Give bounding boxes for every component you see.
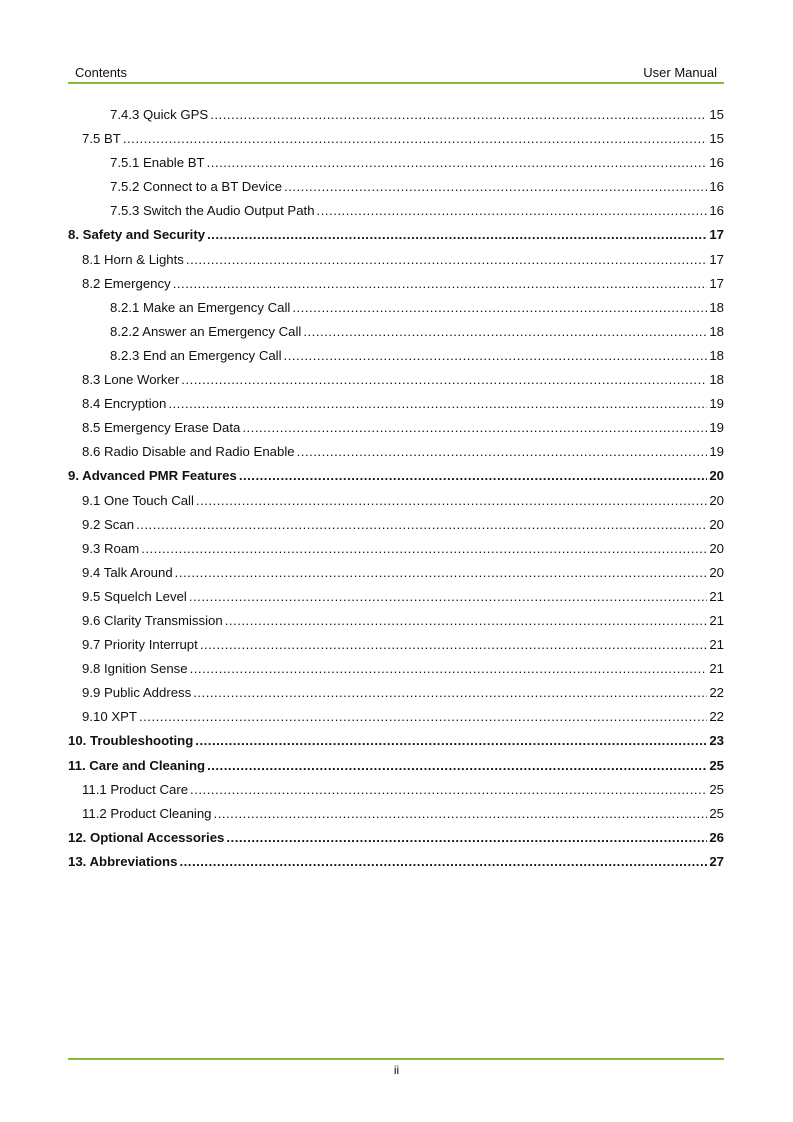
toc-entry-page: 20 [709, 564, 724, 580]
toc-entry[interactable] [68, 513, 724, 537]
toc-dot-leader [189, 585, 707, 609]
toc-entry-title: 9.6 Clarity Transmission [82, 612, 223, 628]
toc-dot-leader [207, 223, 707, 247]
toc-entry[interactable] [68, 199, 724, 223]
toc-entry-title: 11.2 Product Cleaning [82, 805, 212, 821]
toc-entry-title: 7.5 BT [82, 131, 121, 147]
toc-entry[interactable] [68, 609, 724, 633]
toc-dot-leader [173, 272, 708, 296]
toc-entry-page: 20 [709, 468, 724, 484]
toc-entry[interactable] [68, 705, 724, 729]
toc-entry-title: 8.2 Emergency [82, 275, 171, 291]
toc-entry[interactable] [68, 416, 724, 440]
toc-entry-title: 9.5 Squelch Level [82, 588, 187, 604]
header-document-title: User Manual [643, 65, 717, 80]
toc-entry[interactable] [68, 320, 724, 344]
toc-entry-title: 11. Care and Cleaning [68, 757, 206, 773]
toc-entry[interactable] [68, 633, 724, 657]
toc-entry-title: 7.4.3 Quick GPS [110, 107, 209, 122]
toc-entry-page: 23 [709, 733, 724, 749]
toc-entry-title: 8.5 Emergency Erase Data [82, 420, 241, 436]
toc-entry[interactable] [68, 850, 724, 874]
page-header [68, 64, 724, 84]
toc-entry-page: 17 [709, 251, 724, 267]
toc-dot-leader [297, 440, 708, 464]
toc-entry-page: 16 [709, 179, 724, 195]
toc-entry-title: 13. Abbreviations [68, 853, 178, 869]
toc-entry[interactable] [68, 464, 724, 488]
toc-entry[interactable] [68, 392, 724, 416]
toc-entry[interactable] [68, 561, 724, 585]
toc-entry[interactable] [68, 657, 724, 681]
toc-entry-page: 22 [709, 685, 724, 701]
toc-dot-leader [123, 127, 707, 151]
toc-entry-page: 21 [709, 588, 724, 604]
toc-entry-page: 18 [709, 323, 724, 339]
toc-entry-title: 12. Optional Accessories [68, 829, 225, 845]
toc-entry-page: 15 [709, 131, 724, 147]
toc-dot-leader [226, 826, 707, 850]
toc-entry-title: 10. Troubleshooting [68, 733, 194, 749]
toc-entry-title: 7.5.1 Enable BT [110, 155, 205, 171]
toc-dot-leader [207, 754, 707, 778]
toc-dot-leader [196, 489, 707, 513]
toc-entry-title: 8.2.2 Answer an Emergency Call [110, 323, 302, 339]
toc-entry-title: 9.1 One Touch Call [82, 492, 194, 508]
toc-dot-leader [284, 344, 708, 368]
toc-entry-page: 20 [709, 492, 724, 508]
toc-entry[interactable] [68, 681, 724, 705]
toc-dot-leader [200, 633, 708, 657]
toc-entry-page: 18 [709, 299, 724, 315]
toc-entry[interactable] [68, 175, 724, 199]
toc-dot-leader [292, 296, 707, 320]
footer-page-number: ii [393, 1063, 400, 1077]
toc-entry[interactable] [68, 296, 724, 320]
toc-dot-leader [195, 729, 707, 753]
toc-entry-page: 26 [709, 829, 724, 845]
toc-entry-page: 18 [709, 347, 724, 363]
toc-entry-title: 8.2.1 Make an Emergency Call [110, 299, 291, 315]
toc-entry-page: 16 [709, 203, 724, 219]
toc-dot-leader [179, 850, 707, 874]
toc-entry[interactable] [68, 103, 724, 127]
toc-entry-page: 20 [709, 516, 724, 532]
toc-entry-page: 25 [709, 781, 724, 797]
toc-entry[interactable] [68, 368, 724, 392]
toc-entry[interactable] [68, 826, 724, 850]
toc-entry[interactable] [68, 778, 724, 802]
toc-entry[interactable] [68, 537, 724, 561]
toc-entry-page: 21 [709, 637, 724, 653]
toc-entry-page: 19 [709, 396, 724, 412]
toc-entry-title: 11.1 Product Care [82, 781, 189, 797]
toc-dot-leader [242, 416, 707, 440]
header-section-title: Contents [75, 65, 128, 80]
toc-dot-leader [139, 705, 707, 729]
footer-rule [68, 1058, 724, 1060]
toc-entry-title: 8.4 Encryption [82, 396, 167, 412]
toc-entry[interactable] [68, 248, 724, 272]
toc-dot-leader [175, 561, 708, 585]
toc-dot-leader [303, 320, 707, 344]
toc-dot-leader [225, 609, 708, 633]
toc-entry-title: 7.5.3 Switch the Audio Output Path [110, 203, 315, 219]
toc-dot-leader [210, 103, 707, 127]
toc-entry-page: 22 [709, 709, 724, 725]
toc-entry-title: 9.8 Ignition Sense [82, 661, 188, 677]
toc-entry[interactable] [68, 223, 724, 247]
toc-dot-leader [317, 199, 708, 223]
toc-entry-title: 9.10 XPT [82, 709, 137, 725]
toc-dot-leader [239, 464, 708, 488]
toc-entry-title: 8. Safety and Security [68, 227, 206, 243]
toc-entry-page: 19 [709, 420, 724, 436]
toc-entry-page: 17 [709, 275, 724, 291]
toc-entry-title: 9.7 Priority Interrupt [82, 637, 198, 653]
toc-dot-leader [168, 392, 707, 416]
toc-entry-title: 7.5.2 Connect to a BT Device [110, 179, 283, 195]
toc-entry-title: 8.1 Horn & Lights [82, 251, 184, 267]
toc-dot-leader [136, 513, 707, 537]
toc-entry[interactable] [68, 729, 724, 753]
toc-entry-title: 8.6 Radio Disable and Radio Enable [82, 444, 295, 460]
toc-entry[interactable] [68, 127, 724, 151]
toc-entry[interactable] [68, 344, 724, 368]
toc-entry-page: 16 [709, 155, 724, 171]
toc-entry-page: 21 [709, 661, 724, 677]
toc-entry-page: 15 [709, 107, 724, 122]
toc-dot-leader [214, 802, 708, 826]
toc-dot-leader [186, 248, 707, 272]
toc-entry-title: 9.2 Scan [82, 516, 135, 532]
toc-entry-page: 19 [709, 444, 724, 460]
toc-entry-page: 25 [709, 757, 724, 773]
toc-entry[interactable] [68, 272, 724, 296]
toc-entry-page: 17 [709, 227, 724, 243]
toc-entry-page: 27 [709, 853, 724, 869]
toc-entry-title: 8.3 Lone Worker [82, 372, 180, 388]
toc-entry[interactable] [68, 802, 724, 826]
toc-dot-leader [190, 778, 707, 802]
toc-entry-title: 9.4 Talk Around [82, 564, 173, 580]
toc-entry[interactable] [68, 440, 724, 464]
toc-entry-page: 25 [709, 805, 724, 821]
toc-entry[interactable] [68, 585, 724, 609]
toc-entry-title: 9.3 Roam [82, 540, 140, 556]
toc-entry-page: 21 [709, 612, 724, 628]
toc-dot-leader [284, 175, 707, 199]
toc-entry[interactable] [68, 489, 724, 513]
toc-dot-leader [141, 537, 707, 561]
toc-dot-leader [207, 151, 708, 175]
toc-entry-title: 8.2.3 End an Emergency Call [110, 347, 282, 363]
toc-entry[interactable] [68, 151, 724, 175]
toc-entry-page: 18 [709, 372, 724, 388]
toc-entry-title: 9. Advanced PMR Features [68, 468, 237, 484]
table-of-contents [68, 103, 724, 874]
toc-dot-leader [181, 368, 707, 392]
toc-dot-leader [190, 657, 708, 681]
toc-dot-leader [193, 681, 707, 705]
toc-entry-title: 9.9 Public Address [82, 685, 192, 701]
toc-entry[interactable] [68, 754, 724, 778]
toc-entry-page: 20 [709, 540, 724, 556]
